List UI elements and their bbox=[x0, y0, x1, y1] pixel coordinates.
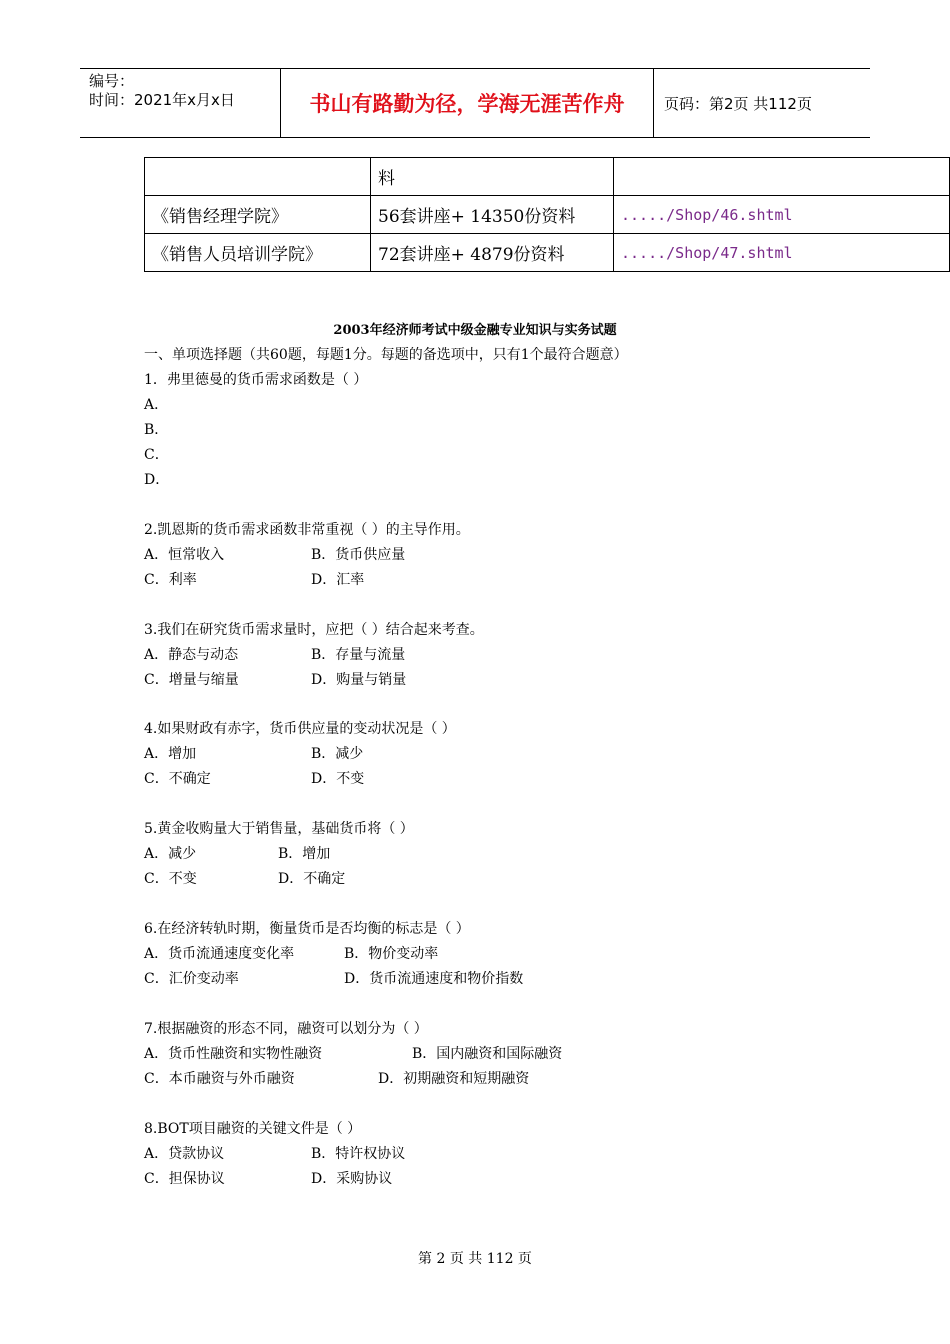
question-stem: 8.BOT项目融资的关键文件是（ ） bbox=[144, 1120, 362, 1137]
option-d: D．不变 bbox=[311, 771, 365, 788]
option-d: D．初期融资和短期融资 bbox=[378, 1070, 530, 1087]
option-a: A．恒常收入 bbox=[144, 546, 225, 563]
page-footer: 第 2 页 共 112 页 bbox=[418, 1251, 532, 1267]
shop-link[interactable]: ...../Shop/46.shtml bbox=[621, 205, 793, 224]
option-b: B．存量与流量 bbox=[311, 646, 406, 663]
option-row bbox=[144, 668, 844, 693]
table-cell-desc: 料 bbox=[371, 158, 614, 196]
option-row bbox=[144, 767, 844, 792]
question-stem: 3.我们在研究货币需求量时，应把（ ）结合起来考查。 bbox=[144, 621, 484, 638]
section-heading: 一、单项选择题（共60题，每题1分。每题的备选项中，只有1个最符合题意） bbox=[144, 347, 628, 363]
option-d: D．货币流通速度和物价指数 bbox=[344, 970, 524, 987]
option-row bbox=[144, 867, 844, 892]
option-b: B．物价变动率 bbox=[344, 945, 439, 962]
option-a: A．货币流通速度变化率 bbox=[144, 945, 295, 962]
option-row bbox=[144, 1042, 844, 1067]
option-c: C．增量与缩量 bbox=[144, 671, 239, 688]
option-b: B．货币供应量 bbox=[311, 546, 406, 563]
page-header bbox=[80, 68, 870, 138]
option-row bbox=[144, 643, 844, 668]
code-label: 编号： bbox=[89, 72, 135, 90]
option-row bbox=[144, 1142, 844, 1167]
option-a: A．静态与动态 bbox=[144, 646, 239, 663]
table-row bbox=[145, 196, 950, 234]
table-cell-desc: 56套讲座+ 14350份资料 bbox=[371, 196, 614, 234]
header-meta bbox=[80, 69, 281, 137]
table-cell-name bbox=[145, 158, 371, 196]
option-d: D．不确定 bbox=[278, 871, 346, 888]
option-c: C．不变 bbox=[144, 871, 197, 888]
option-row bbox=[144, 842, 844, 867]
question-stem: 5.黄金收购量大于销售量，基础货币将（ ） bbox=[144, 821, 414, 838]
option-row bbox=[144, 742, 844, 767]
option-row bbox=[144, 1067, 844, 1092]
option-row bbox=[144, 1167, 844, 1192]
option-b: B．增加 bbox=[278, 846, 331, 863]
option-a: A．货币性融资和实物性融资 bbox=[144, 1045, 323, 1062]
option-b: B． bbox=[144, 422, 169, 438]
table-cell-name: 《销售经理学院》 bbox=[145, 196, 371, 234]
option-b: B．减少 bbox=[311, 746, 364, 763]
option-row bbox=[144, 942, 844, 967]
table-cell-link bbox=[614, 158, 950, 196]
header-motto: 书山有路勤为径，学海无涯苦作舟 bbox=[281, 69, 654, 137]
table-row bbox=[145, 234, 950, 272]
option-c: C．不确定 bbox=[144, 771, 211, 788]
question-stem: 7.根据融资的形态不同，融资可以划分为（ ） bbox=[144, 1020, 428, 1037]
option-row bbox=[144, 568, 844, 593]
option-b: B．特许权协议 bbox=[311, 1145, 406, 1162]
option-a: A．减少 bbox=[144, 846, 197, 863]
resource-table bbox=[144, 157, 950, 272]
exam-content bbox=[144, 343, 844, 1192]
table-cell-desc: 72套讲座+ 4879份资料 bbox=[371, 234, 614, 272]
exam-title: 2003年经济师考试中级金融专业知识与实务试题 bbox=[333, 323, 617, 338]
table-row bbox=[145, 158, 950, 196]
time-label: 时间：2021年x月x日 bbox=[89, 91, 235, 109]
shop-link[interactable]: ...../Shop/47.shtml bbox=[621, 243, 793, 262]
option-row bbox=[144, 543, 844, 568]
option-c: C．本币融资与外币融资 bbox=[144, 1070, 295, 1087]
option-c: C．汇价变动率 bbox=[144, 970, 239, 987]
question-stem: 4.如果财政有赤字，货币供应量的变动状况是（ ） bbox=[144, 721, 456, 738]
question-stem: 6.在经济转轨时期，衡量货币是否均衡的标志是（ ） bbox=[144, 920, 470, 937]
question-stem: 2.凯恩斯的货币需求函数非常重视（ ）的主导作用。 bbox=[144, 521, 470, 538]
option-c: C．利率 bbox=[144, 571, 197, 588]
option-a: A． bbox=[144, 397, 169, 413]
option-a: A．增加 bbox=[144, 746, 197, 763]
header-page-info: 页码：第2页 共112页 bbox=[664, 94, 812, 113]
option-d: D．汇率 bbox=[311, 571, 365, 588]
option-row bbox=[144, 967, 844, 992]
option-d: D． bbox=[144, 472, 170, 488]
option-d: D．采购协议 bbox=[311, 1170, 393, 1187]
option-c: C．担保协议 bbox=[144, 1170, 225, 1187]
option-c: C． bbox=[144, 447, 169, 463]
option-b: B．国内融资和国际融资 bbox=[412, 1045, 563, 1062]
table-cell-name: 《销售人员培训学院》 bbox=[145, 234, 371, 272]
option-a: A．贷款协议 bbox=[144, 1145, 225, 1162]
question-stem: 1．弗里德曼的货币需求函数是（ ） bbox=[144, 372, 368, 388]
option-d: D．购量与销量 bbox=[311, 671, 407, 688]
